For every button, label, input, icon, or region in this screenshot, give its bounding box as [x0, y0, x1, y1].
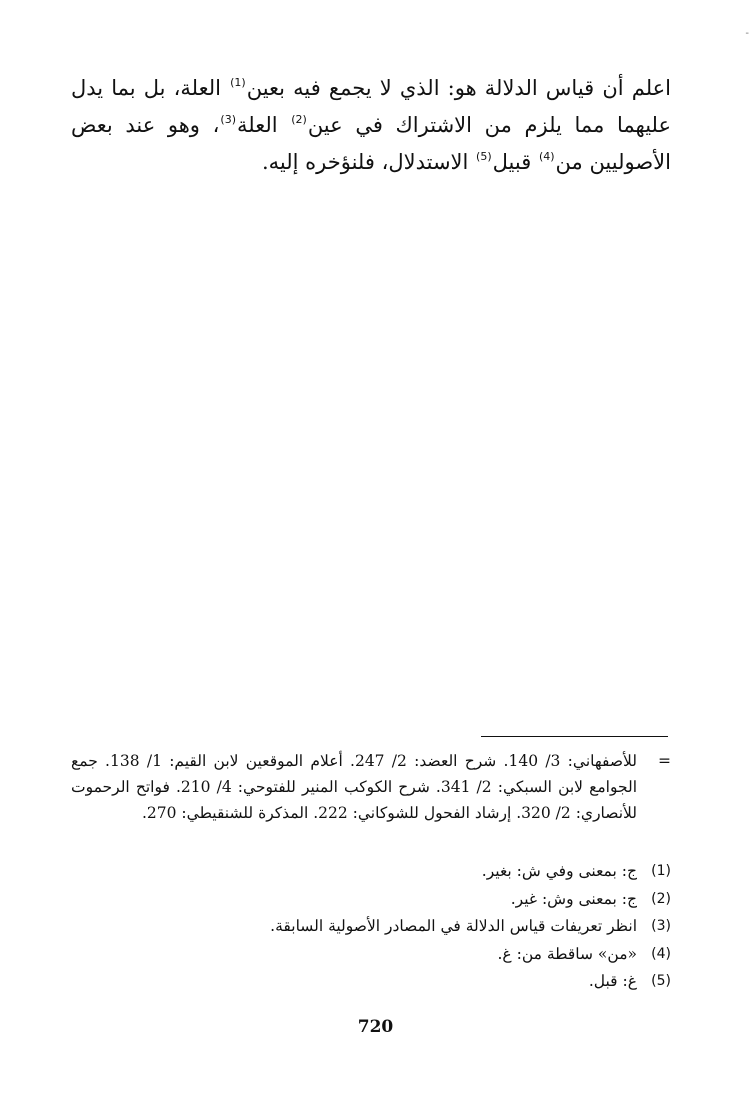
main-text [71, 70, 671, 181]
footnote-ref-2: (2) [291, 113, 307, 126]
footnote-number: (4) [651, 945, 671, 962]
main-text-segment: قبيل [492, 150, 538, 174]
main-text-segment: العلة [236, 113, 291, 137]
footnote-number: (5) [651, 973, 671, 989]
footnote-number: (1) [651, 863, 671, 879]
main-text-segment: العلة، بل بما يدل عليهما مما يلزم من الاشتراك في عين [71, 76, 672, 137]
footnote-separator [481, 736, 668, 737]
footnote-item [71, 913, 671, 941]
continuation-text: للأصفهاني: 3/ 140. شرح العضد: 2/ 247. أعلام الموقعين لابن القيم: 1/ 138. جمع الجوامع لابن السبكي: 2/ 341. شرح الكوكب المنير للفتوحي: 4/ 210. فواتح الرحموت للأنصاري: 2/ 320. إرشاد الفحول للشوكاني: 222. المذكرة للشنقيطي: 270. [71, 752, 638, 822]
footnote-text: انظر تعريفات قياس الدلالة في المصادر الأصولية السابقة. [270, 917, 637, 935]
footnote-text: غ: قبل. [588, 972, 637, 990]
footnote-ref-5: (5) [476, 150, 492, 163]
footnote-item [71, 941, 671, 969]
main-text-segment: ، وهو عند بعض الأصوليين من [71, 113, 671, 174]
footnote-item [71, 968, 671, 996]
footnotes-list [71, 858, 671, 996]
footnote-item [71, 858, 671, 886]
main-text-segment: الاستدلال، فلنؤخره إليه. [261, 150, 476, 174]
page-number: 720 [357, 1017, 394, 1037]
footnote-item [71, 886, 671, 914]
footnote-continuation [71, 748, 671, 826]
corner-mark: - [745, 28, 749, 39]
main-paragraph [71, 70, 671, 181]
footnote-ref-1: (1) [230, 76, 246, 89]
footnote-number: (2) [651, 890, 671, 907]
footnote-number: (3) [651, 918, 671, 934]
footnote-ref-3: (3) [220, 113, 236, 126]
footnote-text: ج: بمعنى وفي ش: بغير. [481, 862, 637, 880]
footnote-text: «من» ساقطة من: غ. [497, 944, 637, 963]
main-text-segment: اعلم أن قياس الدلالة هو: الذي لا يجمع فيه بعين [246, 76, 672, 100]
footnote-ref-4: (4) [538, 150, 555, 163]
footnote-text: ج: بمعنى وش: غير. [510, 889, 637, 908]
continuation-marker: = [658, 752, 671, 770]
